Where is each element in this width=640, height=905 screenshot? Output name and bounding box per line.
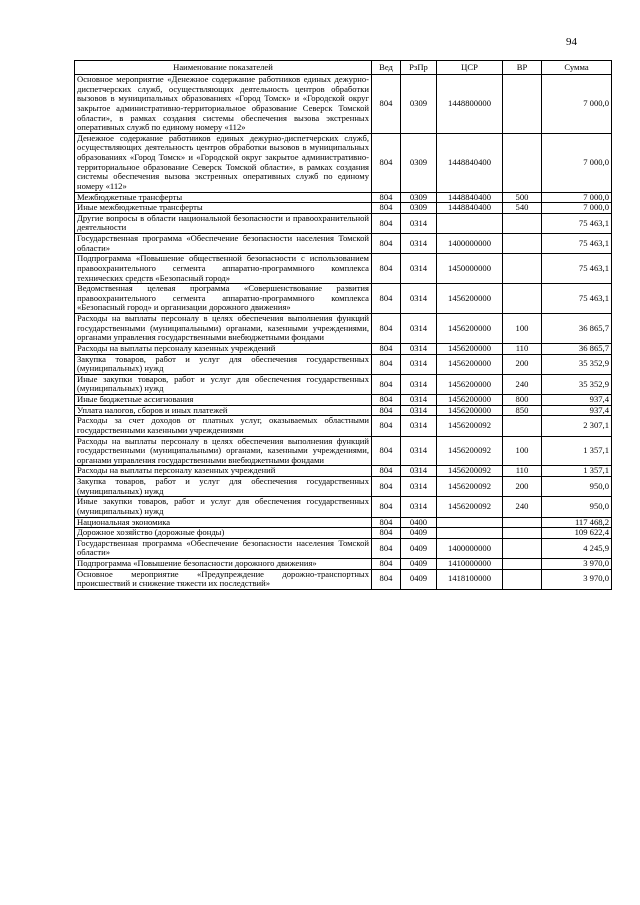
cell-name: Национальная экономика — [75, 517, 372, 528]
cell-rzpr: 0314 — [401, 234, 437, 254]
cell-vr — [503, 559, 542, 570]
cell-vr: 540 — [503, 203, 542, 214]
cell-sum: 35 352,9 — [542, 374, 612, 394]
header-name: Наименование показателей — [75, 61, 372, 75]
cell-ved: 804 — [372, 192, 401, 203]
header-vr: ВР — [503, 61, 542, 75]
cell-csr — [437, 213, 503, 233]
cell-ved: 804 — [372, 254, 401, 284]
table-row — [75, 192, 612, 203]
cell-name: Основное мероприятие «Денежное содержание работников единых дежурно-диспетчерских служб, осуществляющих деятельность центров обработки вызовов в муниципальных образованиях «Город Томск» и «Городской округ закрытое административно-территориальное образование Северск Томской области», в рамках создания системы обеспечения вызова экстренных оперативных служб по единому номеру «112» — [75, 75, 372, 134]
cell-name: Денежное содержание работников единых дежурно-диспетчерских служб, осуществляющих деятельность центров обработки вызовов в муниципальных образованиях «Город Томск» и «Городской округ закрытое административно-территориальное образование Северск Томской области», в рамках создания системы обеспечения вызова экстренных оперативных служб по единому номеру «112» — [75, 133, 372, 192]
cell-name: Иные закупки товаров, работ и услуг для обеспечения государственных (муниципальных) нужд — [75, 497, 372, 517]
cell-vr — [503, 284, 542, 314]
cell-sum: 7 000,0 — [542, 75, 612, 134]
cell-ved: 804 — [372, 234, 401, 254]
cell-rzpr: 0314 — [401, 466, 437, 477]
cell-name: Подпрограмма «Повышение безопасности дорожного движения» — [75, 559, 372, 570]
table-row — [75, 213, 612, 233]
cell-csr: 1456200092 — [437, 477, 503, 497]
cell-ved: 804 — [372, 395, 401, 406]
cell-csr: 1456200000 — [437, 374, 503, 394]
cell-vr — [503, 538, 542, 558]
cell-name: Расходы на выплаты персоналу казенных учреждений — [75, 466, 372, 477]
cell-csr: 1456200092 — [437, 436, 503, 466]
cell-csr: 1456200092 — [437, 416, 503, 436]
cell-rzpr: 0309 — [401, 203, 437, 214]
cell-name: Основное мероприятие «Предупреждение дорожно-транспортных происшествий и снижение тяжести их последствий» — [75, 569, 372, 589]
cell-ved: 804 — [372, 354, 401, 374]
cell-csr: 1456200092 — [437, 497, 503, 517]
cell-ved: 804 — [372, 284, 401, 314]
cell-vr — [503, 528, 542, 539]
cell-rzpr: 0314 — [401, 416, 437, 436]
cell-rzpr: 0314 — [401, 436, 437, 466]
cell-vr: 240 — [503, 374, 542, 394]
cell-vr: 240 — [503, 497, 542, 517]
table-row — [75, 354, 612, 374]
cell-sum: 937,4 — [542, 405, 612, 416]
cell-name: Расходы за счет доходов от платных услуг, оказываемых областными государственными казенными учреждениями — [75, 416, 372, 436]
cell-csr: 1456200000 — [437, 343, 503, 354]
cell-rzpr: 0314 — [401, 477, 437, 497]
cell-ved: 804 — [372, 75, 401, 134]
cell-vr — [503, 234, 542, 254]
cell-ved: 804 — [372, 517, 401, 528]
table-row — [75, 234, 612, 254]
cell-rzpr: 0309 — [401, 133, 437, 192]
cell-sum: 7 000,0 — [542, 203, 612, 214]
cell-ved: 804 — [372, 466, 401, 477]
table-row — [75, 374, 612, 394]
cell-vr: 200 — [503, 354, 542, 374]
cell-vr — [503, 133, 542, 192]
cell-csr — [437, 517, 503, 528]
cell-name: Ведомственная целевая программа «Совершенствование развития правоохранительного сегмента аппаратно-программного комплекса «Безопасный город» и организации дорожного движения» — [75, 284, 372, 314]
cell-sum: 75 463,1 — [542, 284, 612, 314]
cell-csr: 1450000000 — [437, 254, 503, 284]
cell-vr — [503, 213, 542, 233]
cell-vr — [503, 517, 542, 528]
table-row — [75, 497, 612, 517]
cell-sum: 117 468,2 — [542, 517, 612, 528]
cell-sum: 36 865,7 — [542, 314, 612, 344]
cell-sum: 75 463,1 — [542, 254, 612, 284]
cell-sum: 950,0 — [542, 497, 612, 517]
cell-name: Государственная программа «Обеспечение безопасности населения Томской области» — [75, 234, 372, 254]
table-row — [75, 569, 612, 589]
cell-csr: 1456200000 — [437, 354, 503, 374]
table-row — [75, 343, 612, 354]
cell-csr: 1400000000 — [437, 538, 503, 558]
cell-csr: 1456200000 — [437, 284, 503, 314]
cell-ved: 804 — [372, 436, 401, 466]
cell-rzpr: 0409 — [401, 569, 437, 589]
cell-rzpr: 0314 — [401, 213, 437, 233]
cell-rzpr: 0400 — [401, 517, 437, 528]
table-row — [75, 254, 612, 284]
cell-csr: 1400000000 — [437, 234, 503, 254]
cell-sum: 109 622,4 — [542, 528, 612, 539]
cell-sum: 937,4 — [542, 395, 612, 406]
cell-rzpr: 0314 — [401, 343, 437, 354]
cell-rzpr: 0314 — [401, 354, 437, 374]
cell-sum: 950,0 — [542, 477, 612, 497]
cell-vr: 850 — [503, 405, 542, 416]
cell-vr — [503, 416, 542, 436]
cell-sum: 4 245,9 — [542, 538, 612, 558]
table-row — [75, 466, 612, 477]
cell-ved: 804 — [372, 343, 401, 354]
cell-vr: 500 — [503, 192, 542, 203]
budget-table — [74, 60, 612, 590]
cell-ved: 804 — [372, 569, 401, 589]
table-row — [75, 538, 612, 558]
cell-sum: 75 463,1 — [542, 213, 612, 233]
cell-vr: 110 — [503, 466, 542, 477]
cell-rzpr: 0314 — [401, 374, 437, 394]
cell-rzpr: 0314 — [401, 395, 437, 406]
cell-sum: 7 000,0 — [542, 133, 612, 192]
cell-ved: 804 — [372, 477, 401, 497]
cell-name: Закупка товаров, работ и услуг для обеспечения государственных (муниципальных) нужд — [75, 354, 372, 374]
cell-vr: 110 — [503, 343, 542, 354]
cell-vr: 200 — [503, 477, 542, 497]
table-row — [75, 416, 612, 436]
cell-ved: 804 — [372, 133, 401, 192]
cell-vr — [503, 569, 542, 589]
table-row — [75, 436, 612, 466]
cell-ved: 804 — [372, 314, 401, 344]
cell-name: Расходы на выплаты персоналу казенных учреждений — [75, 343, 372, 354]
header-sum: Сумма — [542, 61, 612, 75]
page-number: 94 — [566, 36, 577, 48]
table-row — [75, 284, 612, 314]
header-row — [75, 61, 612, 75]
cell-sum: 1 357,1 — [542, 466, 612, 477]
cell-csr: 1456200000 — [437, 405, 503, 416]
cell-rzpr: 0309 — [401, 75, 437, 134]
cell-vr: 800 — [503, 395, 542, 406]
cell-sum: 36 865,7 — [542, 343, 612, 354]
cell-csr: 1410000000 — [437, 559, 503, 570]
cell-ved: 804 — [372, 374, 401, 394]
cell-sum: 2 307,1 — [542, 416, 612, 436]
cell-sum: 1 357,1 — [542, 436, 612, 466]
cell-rzpr: 0314 — [401, 254, 437, 284]
table-row — [75, 559, 612, 570]
cell-ved: 804 — [372, 416, 401, 436]
cell-rzpr: 0314 — [401, 497, 437, 517]
cell-ved: 804 — [372, 559, 401, 570]
header-ved: Вед — [372, 61, 401, 75]
cell-name: Иные межбюджетные трансферты — [75, 203, 372, 214]
table-row — [75, 395, 612, 406]
cell-csr: 1418100000 — [437, 569, 503, 589]
cell-csr: 1448840400 — [437, 192, 503, 203]
cell-name: Подпрограмма «Повышение общественной безопасности с использованием правоохранительного сегмента аппаратно-программного комплекса технических средств «Безопасный город» — [75, 254, 372, 284]
cell-name: Закупка товаров, работ и услуг для обеспечения государственных (муниципальных) нужд — [75, 477, 372, 497]
cell-sum: 35 352,9 — [542, 354, 612, 374]
cell-vr — [503, 75, 542, 134]
cell-sum: 3 970,0 — [542, 559, 612, 570]
table-row — [75, 528, 612, 539]
table-row — [75, 314, 612, 344]
cell-rzpr: 0409 — [401, 559, 437, 570]
cell-csr: 1456200092 — [437, 466, 503, 477]
cell-csr: 1456200000 — [437, 314, 503, 344]
cell-name: Иные бюджетные ассигнования — [75, 395, 372, 406]
cell-ved: 804 — [372, 528, 401, 539]
cell-csr: 1448840400 — [437, 133, 503, 192]
table-body — [75, 75, 612, 590]
table-row — [75, 405, 612, 416]
cell-sum: 7 000,0 — [542, 192, 612, 203]
table-row — [75, 75, 612, 134]
table-row — [75, 517, 612, 528]
cell-name: Другие вопросы в области национальной безопасности и правоохранительной деятельности — [75, 213, 372, 233]
cell-sum: 3 970,0 — [542, 569, 612, 589]
cell-vr: 100 — [503, 314, 542, 344]
cell-name: Межбюджетные трансферты — [75, 192, 372, 203]
cell-ved: 804 — [372, 538, 401, 558]
cell-rzpr: 0409 — [401, 538, 437, 558]
table-header — [75, 61, 612, 75]
cell-name: Иные закупки товаров, работ и услуг для обеспечения государственных (муниципальных) нужд — [75, 374, 372, 394]
cell-name: Расходы на выплаты персоналу в целях обеспечения выполнения функций государственными (муниципальными) органами, казенными учреждениями, органами управления государственными внебюджетными фондами — [75, 314, 372, 344]
cell-vr — [503, 254, 542, 284]
cell-csr: 1456200000 — [437, 395, 503, 406]
cell-ved: 804 — [372, 203, 401, 214]
cell-csr: 1448800000 — [437, 75, 503, 134]
cell-rzpr: 0314 — [401, 314, 437, 344]
cell-name: Расходы на выплаты персоналу в целях обеспечения выполнения функций государственными (муниципальными) органами, казенными учреждениями, органами управления государственными внебюджетными фондами — [75, 436, 372, 466]
cell-rzpr: 0314 — [401, 405, 437, 416]
table-row — [75, 133, 612, 192]
table-row — [75, 203, 612, 214]
cell-csr: 1448840400 — [437, 203, 503, 214]
cell-ved: 804 — [372, 497, 401, 517]
cell-name: Уплата налогов, сборов и иных платежей — [75, 405, 372, 416]
cell-csr — [437, 528, 503, 539]
header-rzpr: РзПр — [401, 61, 437, 75]
cell-name: Государственная программа «Обеспечение безопасности населения Томской области» — [75, 538, 372, 558]
cell-rzpr: 0314 — [401, 284, 437, 314]
header-csr: ЦСР — [437, 61, 503, 75]
cell-name: Дорожное хозяйство (дорожные фонды) — [75, 528, 372, 539]
cell-ved: 804 — [372, 405, 401, 416]
cell-vr: 100 — [503, 436, 542, 466]
cell-ved: 804 — [372, 213, 401, 233]
cell-rzpr: 0309 — [401, 192, 437, 203]
cell-sum: 75 463,1 — [542, 234, 612, 254]
cell-rzpr: 0409 — [401, 528, 437, 539]
table-row — [75, 477, 612, 497]
